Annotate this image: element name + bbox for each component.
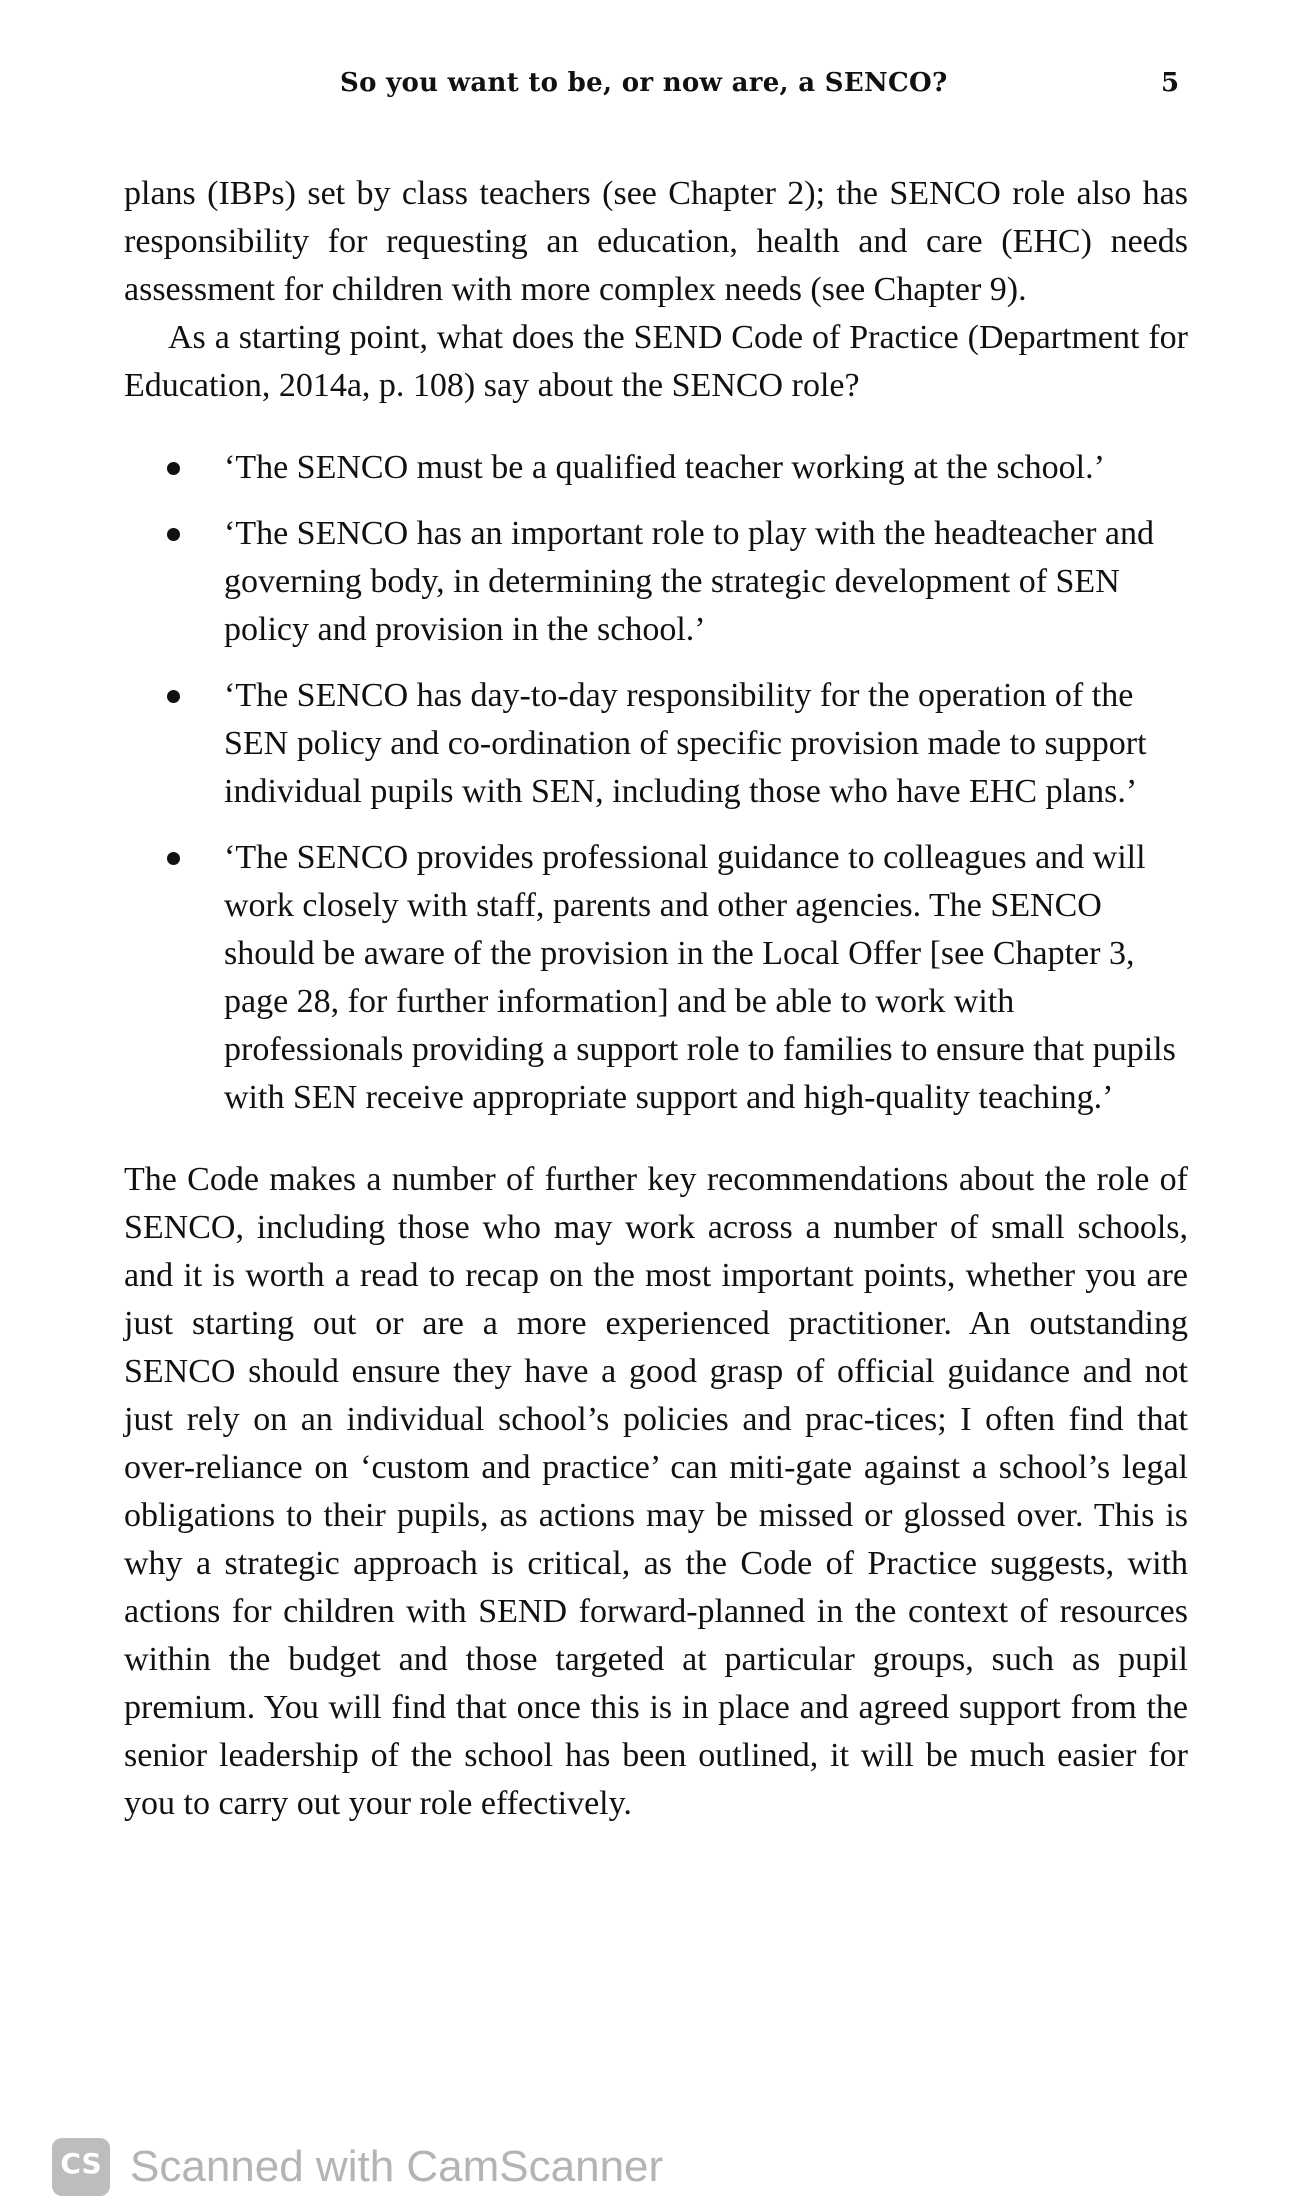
list-item-text: ‘The SENCO has day-to-day responsibility for the operation of the SEN policy and co-ordination of specific provision made to support individual pupils with SEN, including those who have EHC plans.’	[224, 677, 1147, 810]
list-item-text: ‘The SENCO must be a qualified teacher working at the school.’	[224, 449, 1105, 486]
paragraph-code-question: As a starting point, what does the SEND Code of Practice (Department for Education, 2014a, p. 108) say about the SENCO role?	[124, 319, 1188, 404]
list-item	[124, 672, 1188, 816]
camscanner-watermark	[52, 2138, 752, 2198]
code-quotes-list	[124, 444, 1188, 1122]
running-title: So you want to be, or now are, a SENCO?	[340, 68, 948, 98]
list-item	[124, 834, 1188, 1122]
list-item	[124, 510, 1188, 654]
watermark-text: Scanned with CamScanner	[130, 2142, 664, 2191]
list-item	[124, 444, 1188, 492]
camscanner-logo-text: CS	[60, 2147, 102, 2180]
running-head	[0, 68, 1312, 108]
body-text	[124, 170, 1188, 1828]
camscanner-logo-icon	[52, 2138, 110, 2196]
paragraph-recommendations: The Code makes a number of further key recommendations about the role of SENCO, including those who may work across a number of small schools, and it is worth a read to recap on the most important points, whether you are just starting out or are a more experienced practitioner. An outstanding SENCO should ensure they have a good grasp of official guidance and not just rely on an individual school’s policies and prac-tices; I often find that over-reliance on ‘custom and practice’ can miti-gate against a school’s legal obligations to their pupils, as actions may be missed or glossed over. This is why a strategic approach is critical, as the Code of Practice suggests, with actions for children with SEND forward-planned in the context of resources within the budget and those targeted at particular groups, such as pupil premium. You will find that once this is in place and agreed support from the senior leadership of the school has been outlined, it will be much easier for you to carry out your role effectively.	[124, 1161, 1188, 1822]
list-item-text: ‘The SENCO provides professional guidance to colleagues and will work closely with staff, parents and other agencies. The SENCO should be aware of the provision in the Local Offer [see Chapter 3, page 28, for further information] and be able to work with professionals providing a support role to families to ensure that pupils with SEN receive appropriate support and high-quality teaching.’	[224, 839, 1176, 1116]
list-item-text: ‘The SENCO has an important role to play with the headteacher and governing body, in determining the strategic development of SEN policy and provision in the school.’	[224, 515, 1154, 648]
bullet-icon	[167, 462, 180, 475]
bullet-icon	[167, 528, 180, 541]
paragraph-continued: plans (IBPs) set by class teachers (see Chapter 2); the SENCO role also has responsibility for requesting an education, health and care (EHC) needs assessment for children with more complex needs (see Chapter 9).	[124, 175, 1188, 308]
bullet-icon	[167, 690, 180, 703]
bullet-icon	[167, 852, 180, 865]
page-number: 5	[1161, 68, 1180, 98]
